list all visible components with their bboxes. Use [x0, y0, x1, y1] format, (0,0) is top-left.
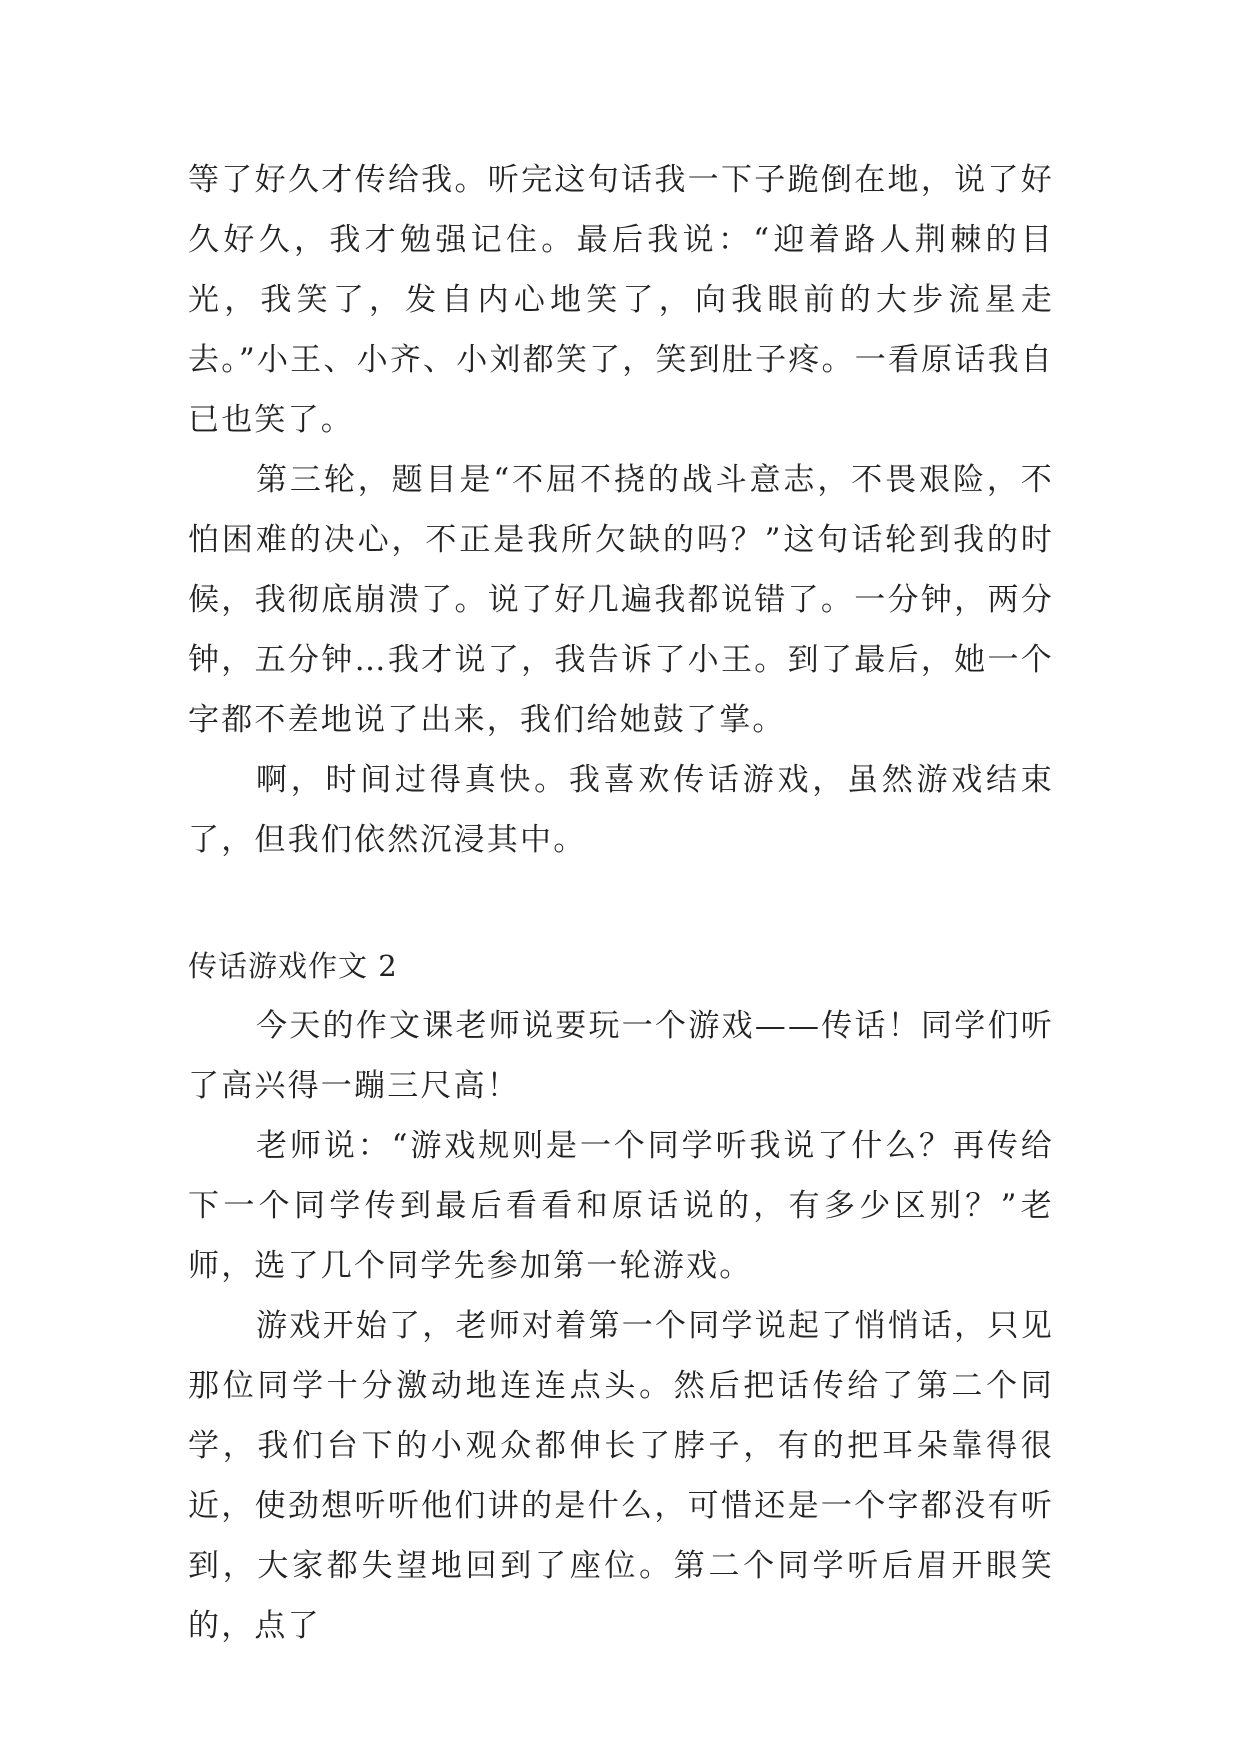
- paragraph-third-round: 第三轮，题目是“不屈不挠的战斗意志，不畏艰险，不怕困难的决心，不正是我所欠缺的吗？”这句话轮到我的时候，我彻底崩溃了。说了好几遍我都说错了。一分钟，两分钟，五分钟…我才说了，我告诉了小王。到了最后，她一个字都不差地说了出来，我们给她鼓了掌。: [188, 462, 1054, 738]
- paragraph-game-start: 游戏开始了，老师对着第一个同学说起了悄悄话，只见那位同学十分激动地连连点头。然后把话传给了第二个同学，我们台下的小观众都伸长了脖子，有的把耳朵靠得很近，使劲想听听他们讲的是什么，可惜还是一个字都没有听到，大家都失望地回到了座位。第二个同学听后眉开眼笑的，点了: [188, 1308, 1054, 1644]
- paragraph-intro: 今天的作文课老师说要玩一个游戏——传话！同学们听了高兴得一蹦三尺高！: [188, 1008, 1054, 1104]
- section-title: 传话游戏作文 2: [188, 949, 398, 983]
- paragraph-continued: 等了好久才传给我。听完这句话我一下子跪倒在地，说了好久好久，我才勉强记住。最后我说：“迎着路人荆棘的目光，我笑了，发自内心地笑了，向我眼前的大步流星走去。”小王、小齐、小刘都笑了，笑到肚子疼。一看原话我自已也笑了。: [188, 162, 1054, 438]
- paragraph-ending: 啊，时间过得真快。我喜欢传话游戏，虽然游戏结束了，但我们依然沉浸其中。: [188, 762, 1054, 858]
- document-page: [188, 150, 1054, 1656]
- paragraph-rules: 老师说：“游戏规则是一个同学听我说了什么？再传给下一个同学传到最后看看和原话说的，有多少区别？”老师，选了几个同学先参加第一轮游戏。: [188, 1128, 1054, 1284]
